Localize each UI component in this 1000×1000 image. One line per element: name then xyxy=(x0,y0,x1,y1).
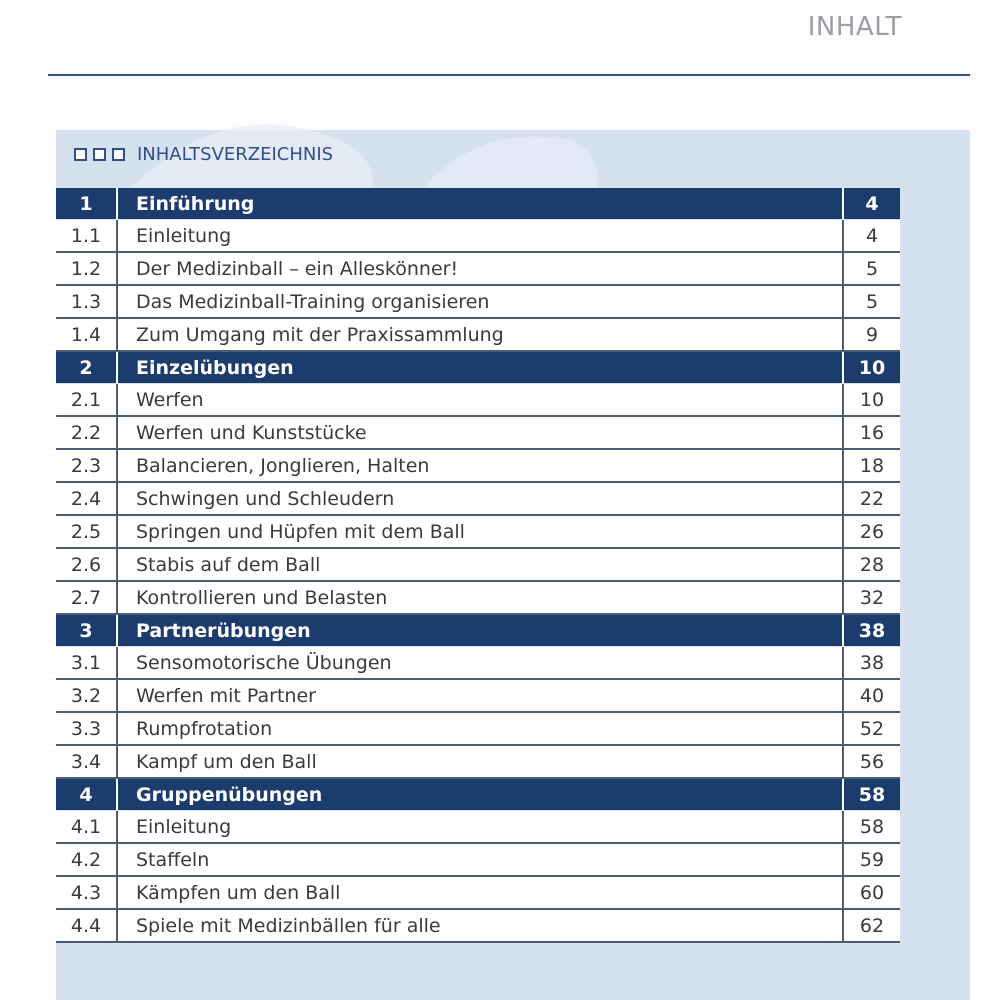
entry-number: 2.5 xyxy=(70,520,102,543)
toc-entry-row[interactable] xyxy=(56,713,900,746)
chapter-title: Gruppenübungen xyxy=(116,779,842,810)
entry-number: 2.6 xyxy=(70,553,102,576)
entry-number: 4.1 xyxy=(70,815,102,838)
toc-entry-row[interactable] xyxy=(56,286,900,319)
entry-page: 10 xyxy=(842,384,900,415)
entry-page: 58 xyxy=(842,811,900,842)
entry-number: 4.3 xyxy=(70,881,102,904)
entry-page: 38 xyxy=(842,647,900,678)
chapter-title: Partnerübungen xyxy=(116,615,842,646)
entry-page: 26 xyxy=(842,516,900,547)
chapter-row[interactable] xyxy=(56,779,900,811)
entry-title: Zum Umgang mit der Praxissammlung xyxy=(116,319,842,350)
entry-number: 4.4 xyxy=(70,914,102,937)
entry-page: 9 xyxy=(842,319,900,350)
entry-title: Kampf um den Ball xyxy=(116,746,842,777)
entry-page: 32 xyxy=(842,582,900,613)
entry-title: Werfen mit Partner xyxy=(116,680,842,711)
entry-number: 4.2 xyxy=(70,848,102,871)
toc-entry-row[interactable] xyxy=(56,844,900,877)
entry-number: 2.3 xyxy=(70,454,102,477)
entry-title: Balancieren, Jonglieren, Halten xyxy=(116,450,842,481)
entry-page: 62 xyxy=(842,910,900,941)
entry-title: Sensomotorische Übungen xyxy=(116,647,842,678)
chapter-row[interactable] xyxy=(56,352,900,384)
chapter-page: 38 xyxy=(842,615,900,646)
toc-entry-row[interactable] xyxy=(56,319,900,352)
toc-entry-row[interactable] xyxy=(56,253,900,286)
toc-heading-label: INHALTSVERZEICHNIS xyxy=(137,144,334,165)
chapter-number: 1 xyxy=(79,192,93,215)
entry-number: 3.4 xyxy=(70,750,102,773)
toc-entry-row[interactable] xyxy=(56,220,900,253)
entry-page: 56 xyxy=(842,746,900,777)
entry-title: Springen und Hüpfen mit dem Ball xyxy=(116,516,842,547)
chapter-number: 2 xyxy=(79,356,93,379)
table-of-contents xyxy=(56,188,900,943)
toc-entry-row[interactable] xyxy=(56,516,900,549)
chapter-row[interactable] xyxy=(56,615,900,647)
entry-title: Kämpfen um den Ball xyxy=(116,877,842,908)
header-rule xyxy=(48,74,970,76)
entry-title: Schwingen und Schleudern xyxy=(116,483,842,514)
entry-number: 3.2 xyxy=(70,684,102,707)
entry-number: 1.1 xyxy=(70,224,102,247)
chapter-page: 4 xyxy=(842,188,900,219)
toc-heading xyxy=(74,144,333,165)
entry-page: 40 xyxy=(842,680,900,711)
entry-title: Werfen xyxy=(116,384,842,415)
entry-number: 3.3 xyxy=(70,717,102,740)
entry-title: Das Medizinball-Training organisieren xyxy=(116,286,842,317)
entry-number: 2.7 xyxy=(70,586,102,609)
toc-entry-row[interactable] xyxy=(56,549,900,582)
chapter-number: 4 xyxy=(79,783,93,806)
chapter-row[interactable] xyxy=(56,188,900,220)
entry-number: 1.4 xyxy=(70,323,102,346)
entry-number: 2.2 xyxy=(70,421,102,444)
chapter-title: Einführung xyxy=(116,188,842,219)
entry-title: Einleitung xyxy=(116,220,842,251)
toc-entry-row[interactable] xyxy=(56,680,900,713)
entry-page: 60 xyxy=(842,877,900,908)
entry-page: 5 xyxy=(842,286,900,317)
heading-squares-icon xyxy=(74,148,125,161)
entry-page: 28 xyxy=(842,549,900,580)
entry-title: Kontrollieren und Belasten xyxy=(116,582,842,613)
toc-entry-row[interactable] xyxy=(56,746,900,779)
toc-entry-row[interactable] xyxy=(56,450,900,483)
entry-page: 52 xyxy=(842,713,900,744)
entry-number: 1.3 xyxy=(70,290,102,313)
toc-entry-row[interactable] xyxy=(56,417,900,450)
toc-entry-row[interactable] xyxy=(56,384,900,417)
entry-page: 59 xyxy=(842,844,900,875)
footer-text-cut xyxy=(70,990,770,1000)
chapter-page: 58 xyxy=(842,779,900,810)
entry-number: 3.1 xyxy=(70,651,102,674)
entry-title: Der Medizinball – ein Alleskönner! xyxy=(116,253,842,284)
toc-entry-row[interactable] xyxy=(56,910,900,943)
entry-title: Werfen und Kunststücke xyxy=(116,417,842,448)
chapter-number: 3 xyxy=(79,619,93,642)
entry-page: 18 xyxy=(842,450,900,481)
entry-number: 2.1 xyxy=(70,388,102,411)
entry-title: Stabis auf dem Ball xyxy=(116,549,842,580)
toc-entry-row[interactable] xyxy=(56,582,900,615)
chapter-title: Einzelübungen xyxy=(116,352,842,383)
section-header: INHALT xyxy=(807,12,902,42)
entry-number: 1.2 xyxy=(70,257,102,280)
entry-number: 2.4 xyxy=(70,487,102,510)
chapter-page: 10 xyxy=(842,352,900,383)
toc-entry-row[interactable] xyxy=(56,647,900,680)
entry-page: 22 xyxy=(842,483,900,514)
entry-page: 16 xyxy=(842,417,900,448)
entry-page: 5 xyxy=(842,253,900,284)
entry-page: 4 xyxy=(842,220,900,251)
entry-title: Spiele mit Medizinbällen für alle xyxy=(116,910,842,941)
toc-entry-row[interactable] xyxy=(56,877,900,910)
entry-title: Rumpfrotation xyxy=(116,713,842,744)
entry-title: Einleitung xyxy=(116,811,842,842)
entry-title: Staffeln xyxy=(116,844,842,875)
toc-entry-row[interactable] xyxy=(56,811,900,844)
toc-entry-row[interactable] xyxy=(56,483,900,516)
